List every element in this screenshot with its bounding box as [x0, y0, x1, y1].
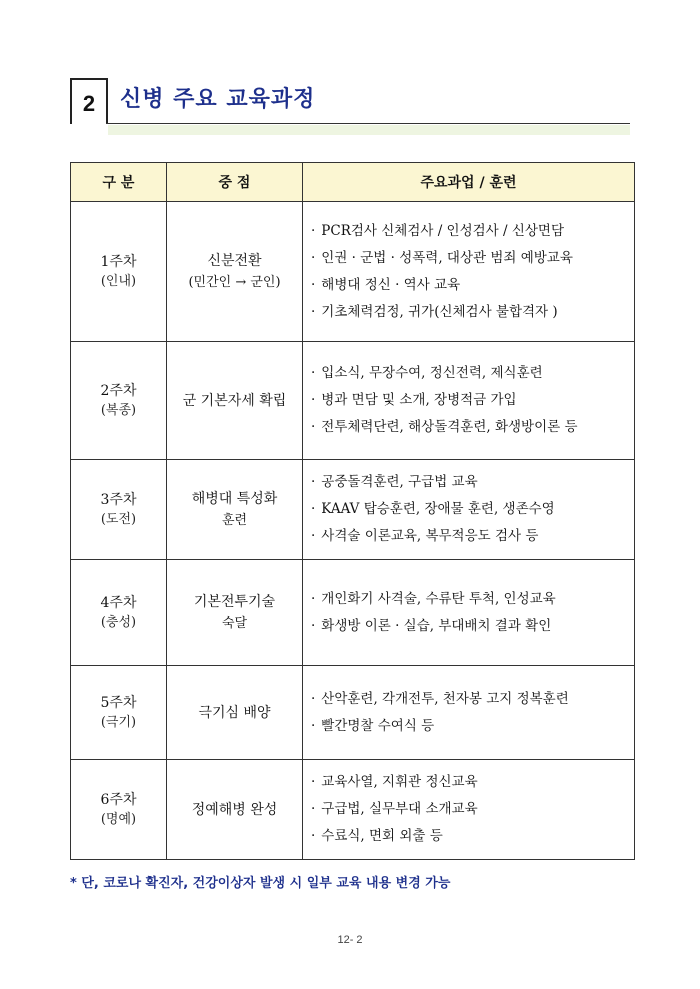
- curriculum-table: [70, 162, 635, 860]
- items-list: [311, 769, 630, 850]
- header-focus: 중 점: [167, 163, 303, 202]
- items-list: [311, 218, 630, 326]
- week-cell: [71, 202, 167, 342]
- week-cell: [71, 342, 167, 460]
- table-body: [71, 202, 635, 860]
- items-list: [311, 586, 630, 640]
- items-list: [311, 686, 630, 740]
- focus-cell: [167, 342, 303, 460]
- list-item: · 기초체력검정, 귀가(신체검사 불합격자 ): [311, 299, 630, 326]
- page-number: 12- 2: [337, 934, 363, 946]
- list-item: · 인권 · 군법 · 성폭력, 대상관 범죄 예방교육: [311, 245, 630, 272]
- list-item: · 해병대 정신 · 역사 교육: [311, 272, 630, 299]
- focus-cell: [167, 760, 303, 860]
- section-rule: [106, 123, 630, 124]
- focus-label: 군 기본자세 확립: [182, 392, 287, 409]
- week-theme: (인내): [100, 273, 137, 289]
- table-row: [71, 760, 635, 860]
- section-title: 신병 주요 교육과정: [120, 87, 316, 112]
- focus-cell: [167, 560, 303, 666]
- week-theme: (복종): [100, 402, 137, 418]
- list-item: · 화생방 이론 · 실습, 부대배치 결과 확인: [311, 613, 630, 640]
- list-item: · 구급법, 실무부대 소개교육: [311, 796, 630, 823]
- list-item: · KAAV 탑승훈련, 장애물 훈련, 생존수영: [311, 496, 630, 523]
- items-cell: [303, 342, 635, 460]
- focus-label: 극기심 배양: [198, 704, 271, 721]
- section-rule-shade: [108, 125, 630, 135]
- list-item: · 산악훈련, 각개전투, 천자봉 고지 정복훈련: [311, 686, 630, 713]
- focus-sublabel: (민간인 → 군인): [188, 274, 281, 290]
- week-label: 2주차: [100, 382, 137, 399]
- table-row: [71, 460, 635, 560]
- list-item: · 공중돌격훈련, 구급법 교육: [311, 469, 630, 496]
- week-label: 4주차: [100, 594, 137, 611]
- items-cell: [303, 560, 635, 666]
- header-week: 구 분: [71, 163, 167, 202]
- week-theme: (충성): [100, 614, 137, 630]
- table-row: [71, 342, 635, 460]
- items-list: [311, 469, 630, 550]
- items-cell: [303, 666, 635, 760]
- week-label: 3주차: [100, 491, 137, 508]
- focus-cell: [167, 666, 303, 760]
- items-list: [311, 360, 630, 441]
- list-item: · 입소식, 무장수여, 정신전력, 제식훈련: [311, 360, 630, 387]
- focus-label: 해병대 특성화: [191, 490, 278, 507]
- table-row: [71, 560, 635, 666]
- table-row: [71, 666, 635, 760]
- list-item: · 교육사열, 지휘관 정신교육: [311, 769, 630, 796]
- footnote: * 단, 코로나 확진자, 건강이상자 발생 시 일부 교육 내용 변경 가능: [70, 876, 451, 891]
- focus-label: 기본전투기술: [193, 593, 276, 610]
- table-header-row: [71, 163, 635, 202]
- week-theme: (명예): [100, 811, 137, 827]
- items-cell: [303, 202, 635, 342]
- header-items: 주요과업 / 훈련: [303, 163, 635, 202]
- list-item: · 사격술 이론교육, 복무적응도 검사 등: [311, 523, 630, 550]
- week-cell: [71, 666, 167, 760]
- week-cell: [71, 460, 167, 560]
- items-cell: [303, 460, 635, 560]
- focus-sublabel: 훈련: [221, 512, 248, 528]
- list-item: · 개인화기 사격술, 수류탄 투척, 인성교육: [311, 586, 630, 613]
- week-label: 6주차: [100, 791, 137, 808]
- table-row: [71, 202, 635, 342]
- week-label: 5주차: [100, 694, 137, 711]
- list-item: · 빨간명찰 수여식 등: [311, 713, 630, 740]
- focus-sublabel: 숙달: [221, 615, 248, 631]
- week-theme: (극기): [100, 714, 137, 730]
- list-item: · PCR검사 신체검사 / 인성검사 / 신상면담: [311, 218, 630, 245]
- focus-cell: [167, 460, 303, 560]
- week-cell: [71, 760, 167, 860]
- focus-label: 신분전환: [207, 252, 262, 269]
- section-header: [70, 78, 630, 138]
- focus-cell: [167, 202, 303, 342]
- list-item: · 병과 면담 및 소개, 장병적금 가입: [311, 387, 630, 414]
- list-item: · 수료식, 면회 외출 등: [311, 823, 630, 850]
- week-cell: [71, 560, 167, 666]
- section-number: 2: [70, 78, 108, 124]
- week-label: 1주차: [100, 253, 137, 270]
- items-cell: [303, 760, 635, 860]
- focus-label: 정예해병 완성: [191, 801, 278, 818]
- list-item: · 전투체력단련, 해상돌격훈련, 화생방이론 등: [311, 414, 630, 441]
- week-theme: (도전): [100, 511, 137, 527]
